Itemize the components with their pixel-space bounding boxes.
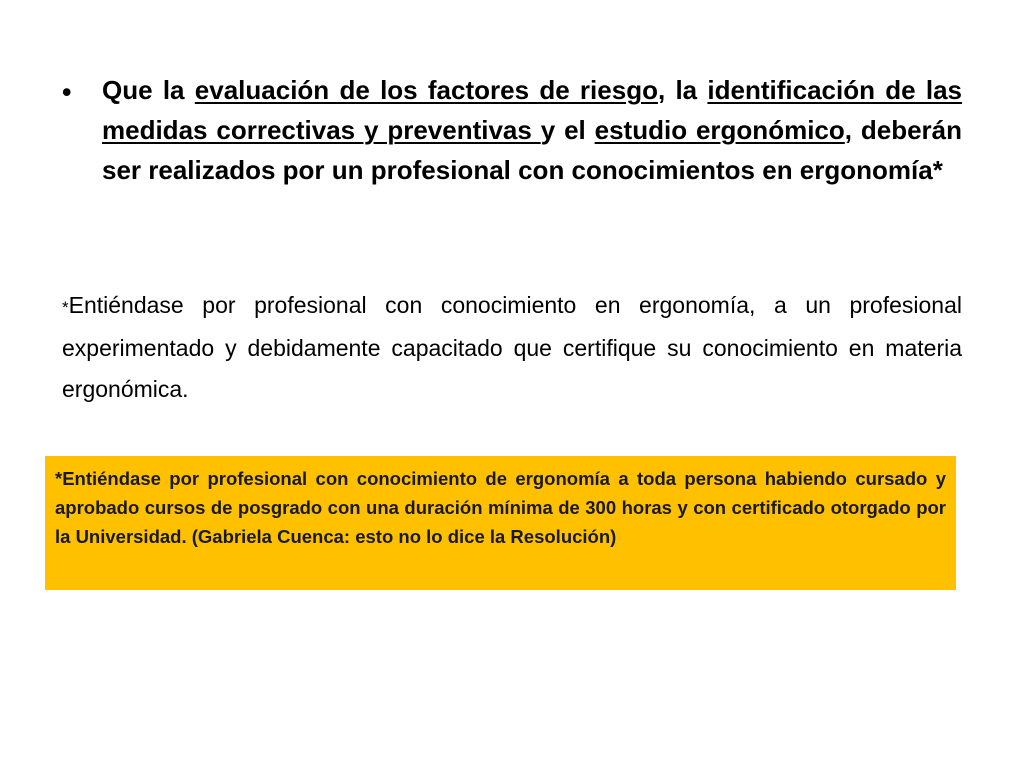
bullet-text-part-2: , la — [657, 75, 708, 105]
underlined-identificacion: identificación de las medidas correctivas y preventivas — [102, 75, 963, 145]
bullet-text-part-1: Que la — [102, 75, 195, 105]
footnote-star: * — [62, 298, 69, 317]
footnote-text: Entiéndase por profesional con conocimiento en ergonomía, a un profesional experimentado y debidamente capacitado que certifique su conocimiento en materia ergonómica. — [62, 292, 962, 402]
bullet-text-part-4: , deberán ser realizados por un profesional con conocimientos en ergonomía* — [102, 115, 963, 185]
bullet-paragraph — [62, 70, 962, 190]
highlighted-note-text: *Entiéndase por profesional con conocimiento de ergonomía a toda persona habiendo cursado y aprobado cursos de posgrado con una duración mínima de 300 horas y con certificado otorgado por la Universidad. (Gabriela Cuenca: esto no lo dice la Resolución) — [55, 468, 946, 547]
underlined-evaluacion: evaluación de los factores de riesgo — [194, 75, 658, 105]
underlined-estudio: estudio ergonómico — [594, 115, 845, 145]
bullet-text-part-3: y el — [540, 115, 595, 145]
bullet-icon: • — [62, 77, 72, 107]
footnote-definition — [62, 285, 962, 410]
bullet-text — [102, 70, 962, 190]
highlighted-note-box — [45, 456, 956, 590]
